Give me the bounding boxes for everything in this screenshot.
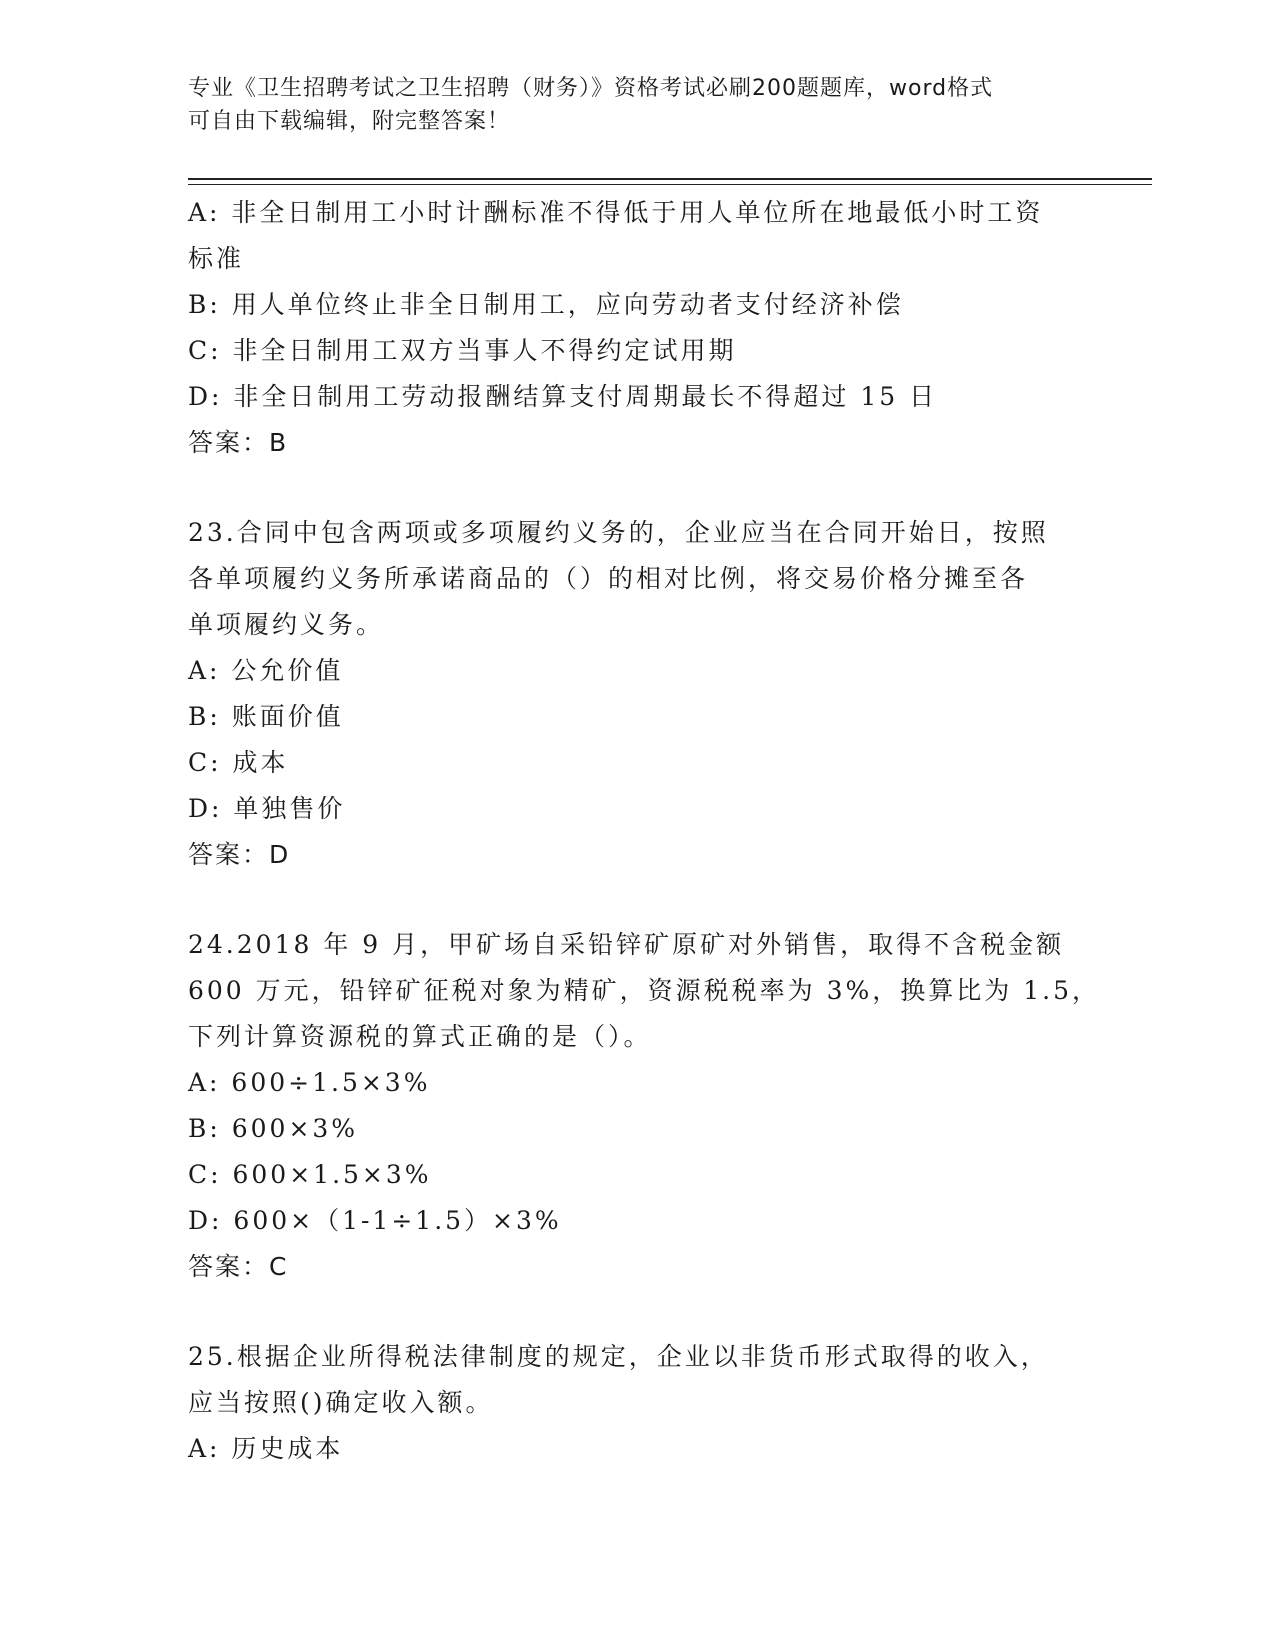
page-header — [188, 72, 1068, 138]
question-block-23 — [188, 510, 1088, 878]
option-a: A: 600÷1.5×3% — [188, 1068, 431, 1097]
header-rule-thick — [188, 178, 1152, 180]
option-b: B: 账面价值 — [188, 702, 344, 731]
option-a-line-1: A: 非全日制用工小时计酬标准不得低于用人单位所在地最低小时工资 — [188, 198, 1044, 227]
option-c: C: 成本 — [188, 748, 289, 777]
question-block-25 — [188, 1334, 1088, 1472]
option-c: C: 非全日制用工双方当事人不得约定试用期 — [188, 336, 737, 365]
question-block-24 — [188, 922, 1100, 1290]
question-text-line-2: 各单项履约义务所承诺商品的（）的相对比例，将交易价格分摊至各 — [188, 564, 1029, 593]
option-d: D: 600×（1-1÷1.5）×3% — [188, 1206, 562, 1235]
question-text-line-1: 23.合同中包含两项或多项履约义务的，企业应当在合同开始日，按照 — [188, 518, 1049, 547]
answer: 答案：C — [188, 1252, 289, 1281]
question-text-line-2: 600 万元，铅锌矿征税对象为精矿，资源税税率为 3%，换算比为 1.5， — [188, 976, 1100, 1005]
question-block-prev — [188, 190, 1088, 466]
question-text-line-3: 下列计算资源税的算式正确的是（）。 — [188, 1022, 652, 1051]
spacer — [188, 1290, 1088, 1334]
question-text-line-1: 24.2018 年 9 月，甲矿场自采铅锌矿原矿对外销售，取得不含税金额 — [188, 930, 1065, 959]
option-c: C: 600×1.5×3% — [188, 1160, 432, 1189]
spacer — [188, 878, 1088, 922]
option-a-line-2: 标准 — [188, 244, 245, 273]
header-line-2: 可自由下载编辑，附完整答案！ — [188, 109, 511, 134]
question-text-line-2: 应当按照()确定收入额。 — [188, 1388, 494, 1417]
option-d: D: 非全日制用工劳动报酬结算支付周期最长不得超过 15 日 — [188, 382, 938, 411]
spacer — [188, 466, 1088, 510]
answer: 答案：D — [188, 840, 291, 869]
option-b: B: 600×3% — [188, 1114, 359, 1143]
question-content — [188, 190, 1100, 1472]
option-a: A: 历史成本 — [188, 1434, 344, 1463]
question-text-line-1: 25.根据企业所得税法律制度的规定，企业以非货币形式取得的收入， — [188, 1342, 1049, 1371]
header-line-1: 专业《卫生招聘考试之卫生招聘（财务）》资格考试必刷200题题库，word格式 — [188, 76, 994, 101]
option-a: A: 公允价值 — [188, 656, 344, 685]
answer: 答案：B — [188, 428, 289, 457]
option-b: B: 用人单位终止非全日制用工，应向劳动者支付经济补偿 — [188, 290, 904, 319]
option-d: D: 单独售价 — [188, 794, 346, 823]
question-text-line-3: 单项履约义务。 — [188, 610, 385, 639]
header-rule-thin — [188, 184, 1152, 185]
